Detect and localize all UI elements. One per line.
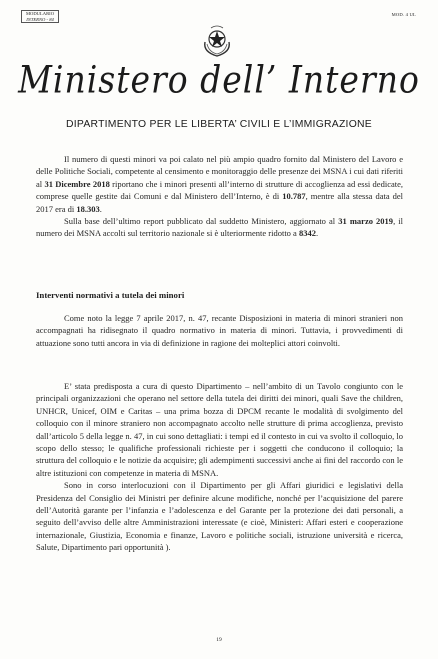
model-code: MOD. 4 UL: [391, 12, 416, 17]
p3-text: Come noto la legge 7 aprile 2017, n. 47, recante Disposizioni in materia di minori stranieri non accompagnati ha ridisegnato il quadro normativo in materia di minori. Tuttavia, i provvedimenti di attuazione sono tutti ancora in via di definizione in ragione dei molteplici attori coinvolti.: [36, 313, 403, 348]
p1-text-a: Il numero di questi minori va poi calato nel più ampio quadro fornito dal Ministero del Lavoro e delle Politiche Sociali, competente al censimento e monitoraggio delle presenze dei MSNA i cui dati riferiti al: [36, 154, 403, 189]
paragraph-law-47: [36, 312, 403, 349]
p1-count-2018: 10.787: [282, 191, 306, 202]
form-box-line-2: INTERNO - 84: [26, 17, 54, 22]
p4-text: E’ stata predisposta a cura di questo Dipartimento – nell’ambito di un Tavolo congiunto con le principali organizzazioni che operano nel settore della tutela dei diritti dei minori, quali Save the children, UNHCR, Unicef, OIM e Caritas – una prima bozza di DPCM recante le modalità di svolgimento del colloquio con il minore straniero non accompagnato accolto nelle strutture di prima accoglienza, previsto dall’articolo 5 della legge n. 47, in cui sono dettagliati: i tempi ed il contesto in cui va svolto il colloquio, lo scopo dello stesso; le qualifiche professionali richieste per i soggetti che conducono il colloquio; la struttura del colloquio e le notizie da acquisire; gli adempimenti successivi anche ai fini del raccordo con le altre istituzioni con competenze in materia di MSNA.: [36, 381, 403, 478]
form-code-box: [21, 10, 59, 23]
section-heading: Interventi normativi a tutela dei minori: [36, 290, 185, 300]
paragraph-latest-report: [36, 215, 403, 240]
italian-republic-emblem-icon: [201, 22, 233, 58]
p1-text-c: riportano che i minori presenti all’interno di strutture di accoglienza ad essi dedicate, comprese quelle gestite dai Comuni e dal Ministero dell’Interno, è di: [36, 178, 403, 202]
intro-paragraphs: [36, 153, 403, 240]
p2-text-e: .: [315, 228, 319, 239]
page-number: 19: [216, 637, 222, 643]
paragraph-msna-numbers: [36, 153, 403, 215]
p2-text-a: Sulla base dell’ultimo report pubblicato dal suddetto Ministero, aggiornato al: [64, 216, 339, 227]
form-box-line-1: MODULARIO: [25, 11, 55, 16]
p5-text: Sono in corso interlocuzioni con il Dipartimento per gli Affari giuridici e legislativi della Presidenza del Consiglio dei Ministri per definire alcune modifiche, nonché per l’acquisizione del parere dell’Autorità garante per l’infanzia e l’adolescenza e del Garante per la protezione dei dati personali, a seguito dell’avviso delle altre Amministrazioni interessate (e cioè, Ministeri: Affari esteri e cooperazione internazionale, Giustizia, Economia e finanze, Lavoro e politiche sociali, istruzione università e ricerca, Salute, Dipartimento pari opportunità ).: [36, 480, 403, 553]
paragraph-dpcm: [36, 380, 403, 554]
p1-count-2017: 18.303: [76, 203, 100, 214]
p2-text-c: , il numero dei MSNA accolti sul territorio nazionale si è ulteriormente ridotto a: [36, 216, 403, 239]
p2-count: 8342: [298, 228, 316, 239]
p2-date: 31 marzo 2019: [338, 216, 394, 227]
ministry-name: Ministero dell’ Interno: [18, 57, 420, 102]
p1-text-e: , mentre alla stessa data del 2017 era di: [36, 191, 403, 214]
p1-date: 31 Dicembre 2018: [44, 178, 110, 189]
p1-text-g: .: [99, 203, 102, 214]
department-name: DIPARTIMENTO PER LE LIBERTA’ CIVILI E L’IMMIGRAZIONE: [66, 119, 372, 130]
